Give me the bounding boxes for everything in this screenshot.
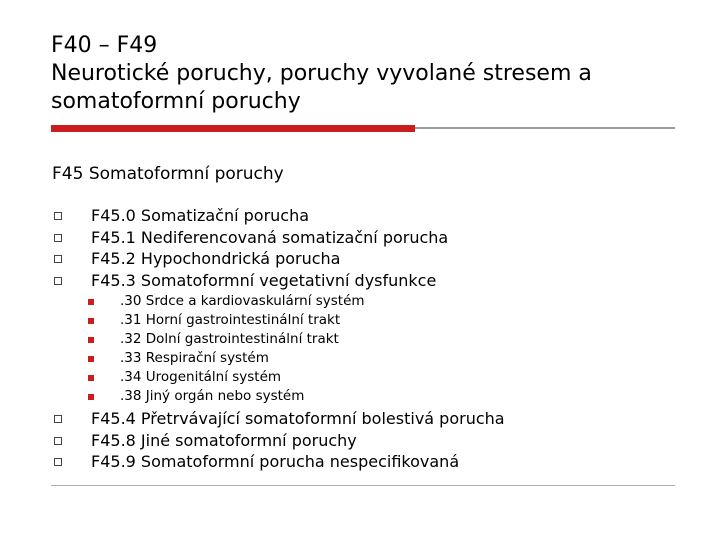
filled-square-bullet-icon: [88, 299, 94, 305]
list-item: [0, 205, 720, 227]
hollow-square-bullet-icon: [54, 212, 62, 220]
subcategory-list: [0, 292, 720, 406]
sub-list-item: [0, 387, 720, 406]
sub-list-item-text: .31 Horní gastrointestinální trakt: [120, 312, 341, 328]
filled-square-bullet-icon: [88, 337, 94, 343]
sub-list-item-text: .32 Dolní gastrointestinální trakt: [120, 331, 339, 347]
hollow-square-bullet-icon: [54, 277, 62, 285]
title-accent-bar: [51, 125, 415, 132]
section-heading: F45 Somatoformní poruchy: [52, 164, 284, 184]
list-item-text: F45.1 Nediferencovaná somatizační porucha: [91, 227, 449, 247]
sub-list-item: [0, 349, 720, 368]
list-item: [0, 227, 720, 249]
hollow-square-bullet-icon: [54, 234, 62, 242]
sub-list-item-text: .34 Urogenitální systém: [120, 369, 282, 385]
diagnosis-list-bottom: [0, 408, 720, 473]
sub-list-item: [0, 292, 720, 311]
list-item-text: F45.4 Přetrvávající somatoformní bolestivá porucha: [91, 409, 505, 428]
sub-list-item: [0, 368, 720, 387]
hollow-square-bullet-icon: [54, 255, 62, 263]
sub-list-item: [0, 330, 720, 349]
hollow-square-bullet-icon: [54, 415, 62, 423]
sub-list-item-text: .33 Respirační systém: [120, 350, 269, 366]
list-item-text: F45.8 Jiné somatoformní poruchy: [91, 430, 357, 450]
title-line-continuation: somatoformní poruchy: [51, 89, 301, 114]
bottom-divider-line: [51, 485, 675, 486]
title-line-code-range: F40 – F49: [51, 33, 158, 58]
hollow-square-bullet-icon: [54, 458, 62, 466]
filled-square-bullet-icon: [88, 375, 94, 381]
list-item: [0, 270, 720, 292]
diagnosis-list-top: [0, 205, 720, 291]
sub-list-item-text: .30 Srdce a kardiovaskulární systém: [120, 293, 365, 309]
filled-square-bullet-icon: [88, 356, 94, 362]
filled-square-bullet-icon: [88, 394, 94, 400]
list-item-text: F45.0 Somatizační porucha: [91, 206, 310, 225]
list-item-text: F45.3 Somatoformní vegetativní dysfunkce: [91, 270, 437, 290]
list-item-text: F45.2 Hypochondrická porucha: [91, 249, 341, 268]
sub-list-item: [0, 311, 720, 330]
title-line-main: Neurotické poruchy, poruchy vyvolané stresem a: [51, 61, 592, 86]
list-item-text: F45.9 Somatoformní porucha nespecifikovaná: [91, 452, 460, 471]
list-item: [0, 451, 720, 473]
sub-list-item-text: .38 Jiný orgán nebo systém: [120, 388, 305, 404]
list-item: [0, 408, 720, 430]
list-item: [0, 248, 720, 270]
slide-title: [51, 32, 691, 116]
title-divider-line: [415, 127, 675, 129]
filled-square-bullet-icon: [88, 318, 94, 324]
list-item: [0, 430, 720, 452]
hollow-square-bullet-icon: [54, 437, 62, 445]
